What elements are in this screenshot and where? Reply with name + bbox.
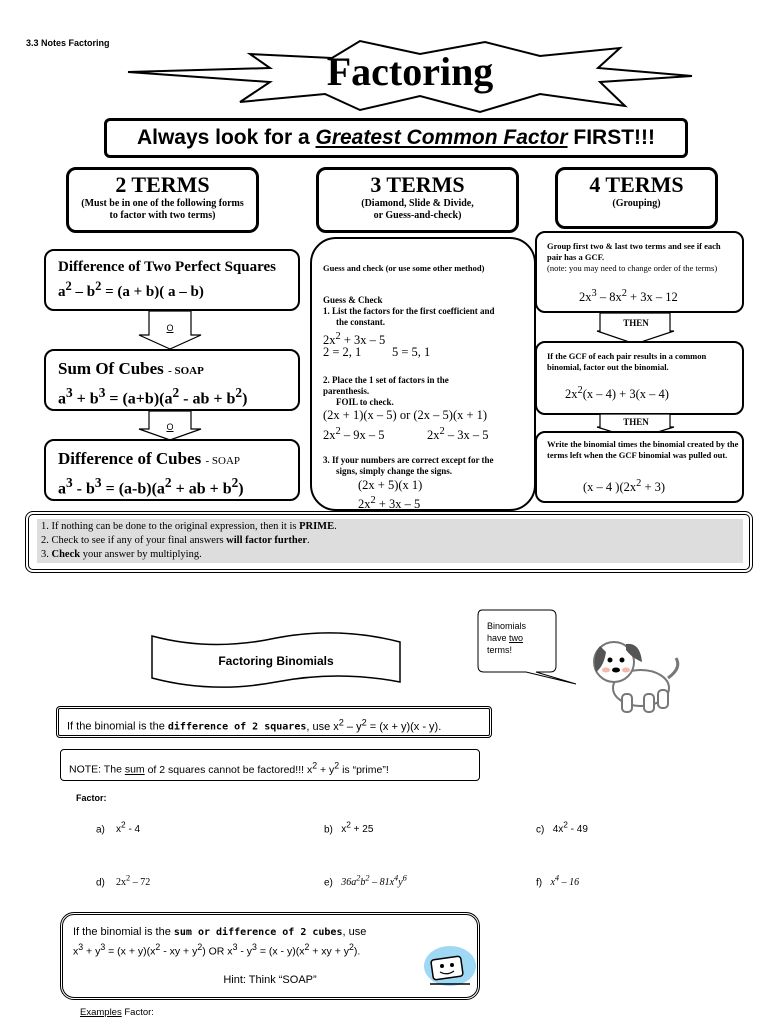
- note-rule-post: of 2 squares cannot be factored!!! $x^2 + y^2$ is “prime”!: [144, 760, 389, 776]
- dos-rule-pre: If the binomial is the: [67, 720, 168, 733]
- factor-label: Factor:: [76, 793, 107, 803]
- gc-step1: 1. List the factors for the first coefficient and: [323, 306, 495, 316]
- checklist-3-pre: 3.: [41, 549, 52, 560]
- three-terms-intro: Guess and check (or use some other method): [323, 263, 485, 273]
- speech-line-3: terms!: [487, 645, 513, 655]
- dos-rule-post: , use $x^2 - y^2 = (x + y)(x - y)$.: [306, 717, 442, 733]
- problem-a-expr: $x^2 - 4$: [116, 820, 141, 836]
- gc-step3b: signs, simply change the signs.: [336, 466, 453, 476]
- doc-formula: $a^3 - b^3 = (a-b)(a^2$ + ab + $b^2$): [58, 475, 244, 498]
- dps-title: Difference of Two Perfect Squares: [58, 259, 276, 275]
- problem-a-label: a): [96, 824, 105, 836]
- gc-step3: 3. If your numbers are correct except for the: [323, 455, 494, 465]
- gcf-emphasis: Greatest Common Factor: [315, 126, 568, 149]
- soap-illustration: [422, 944, 478, 994]
- examples-ul: Examples: [80, 1007, 122, 1018]
- gc-final-eq: $2x^2 + 3x - 5$: [358, 495, 421, 512]
- header-3-terms: [316, 167, 519, 233]
- header-2-terms-sub1: (Must be in one of the following forms: [81, 198, 244, 209]
- gc-final: (2x + 5)(x 1): [358, 478, 423, 492]
- gc-factors-a: 2 = 2, 1: [323, 345, 362, 359]
- header-3-terms-sub2: or Guess-and-check): [373, 210, 462, 221]
- dps-box: [44, 249, 300, 311]
- problem-c-label: c): [536, 824, 545, 836]
- three-terms-box: [310, 237, 536, 511]
- dos-rule-box: [56, 706, 492, 738]
- checklist-1-pre: 1. If nothing can be done to the original expression, then it is: [41, 521, 300, 532]
- page-title: Factoring: [326, 49, 494, 94]
- note-rule-ul: sum: [124, 763, 145, 776]
- then-label-1: THEN: [623, 318, 649, 328]
- checklist-3-post: your answer by multiplying.: [80, 549, 202, 560]
- speech-line-2: [487, 632, 526, 644]
- header-3-terms-title: 3 TERMS: [370, 172, 465, 197]
- cubes-rule-line1: [73, 925, 366, 940]
- checklist-1-post: .: [334, 521, 337, 532]
- header-3-terms-sub1: (Diamond, Slide & Divide,: [361, 198, 474, 209]
- header-2-terms: [66, 167, 259, 233]
- gc-step2b: parenthesis.: [323, 386, 370, 396]
- grouping-step3-box: [535, 431, 744, 503]
- grouping-note: (note: you may need to change order of the terms): [547, 263, 718, 273]
- problem-c: [536, 820, 588, 835]
- problem-e-label: e): [324, 877, 333, 889]
- scroll-title: Factoring Binomials: [218, 654, 334, 668]
- problem-b-expr: $x^2 + 25$: [341, 820, 374, 836]
- gc-step2c: FOIL to check.: [336, 397, 394, 407]
- note-rule-box: [60, 749, 480, 781]
- cubes-rule-bold: sum or difference of 2 cubes: [173, 927, 343, 938]
- header-2-terms-title: 2 TERMS: [115, 172, 210, 197]
- checklist-box: [25, 511, 753, 573]
- doc-title: Difference of Cubes: [58, 449, 202, 468]
- grouping-step1-box: [535, 231, 744, 313]
- doc-title-row: [58, 449, 298, 471]
- gcf-prefix: Always look for a: [136, 126, 316, 149]
- grouping-eq3: (x – 4 )$(2x^2 + 3)$: [583, 478, 666, 495]
- speech-line-2a: have: [487, 633, 510, 643]
- or-label-2: O: [166, 422, 174, 432]
- checklist-2-pre: 2. Check to see if any of your final answers: [41, 535, 227, 546]
- cubes-rule-box: [60, 912, 480, 1000]
- problem-d-expr: $2x^2 - 72$: [116, 874, 151, 889]
- grouping-step2: If the GCF of each pair results in a common binomial, factor out the binomial.: [547, 351, 707, 372]
- page-label: 3.3 Notes Factoring: [26, 38, 110, 48]
- doc-soap: - SOAP: [205, 455, 241, 467]
- header-4-terms: [555, 167, 718, 229]
- problem-d: [96, 874, 150, 888]
- soc-formula: $a^3 + b^3 = (a+b)(a^2$ - ab + $b^2$): [58, 385, 248, 408]
- problem-f-expr: $x^4 - 16$: [550, 874, 580, 889]
- note-rule-pre: NOTE: The: [69, 763, 125, 776]
- checklist-item-3: [41, 548, 337, 562]
- cubes-rule-post: , use: [342, 926, 367, 938]
- problem-b-label: b): [324, 824, 333, 836]
- problem-d-label: d): [96, 877, 105, 889]
- problem-a: [96, 820, 140, 835]
- cubes-rule-pre: If the binomial is the: [73, 926, 174, 938]
- speech-bubble-text: [487, 620, 526, 656]
- checklist-item-2: [41, 534, 337, 548]
- problem-e-expr: $36a^2b^2 - 81x^4y^6$: [341, 874, 407, 889]
- grouping-eq2: $2x^2(x - 4) + 3(x - 4)$: [565, 385, 669, 402]
- checklist-2-bold: will factor further: [226, 535, 308, 546]
- dos-rule-bold: difference of 2 squares: [167, 721, 307, 733]
- gc-step2: 2. Place the 1 set of factors in the: [323, 375, 449, 385]
- grouping-step1: Group first two & last two terms and see if each pair has a GCF.: [547, 241, 721, 262]
- dog-illustration: [586, 628, 686, 718]
- cubes-rule-hint: Hint: Think “SOAP”: [223, 974, 317, 986]
- grouping-step2-box: [535, 341, 744, 415]
- gc-step1b: the constant.: [336, 317, 385, 327]
- examples-post: Factor:: [121, 1007, 154, 1018]
- checklist-list: [41, 520, 337, 562]
- soc-title-row: [58, 359, 298, 381]
- problem-c-expr: $4x^2 - 49$: [552, 820, 588, 836]
- soc-box: [44, 349, 300, 411]
- dps-formula: $a^2 - b^2 = (a + b)$( a – b): [58, 279, 204, 300]
- checklist-item-1: [41, 520, 337, 534]
- header-4-terms-title: 4 TERMS: [589, 172, 684, 197]
- speech-line-2b: two: [509, 633, 524, 643]
- or-label-1: O: [166, 323, 174, 333]
- problem-f: [536, 874, 579, 888]
- gc-eq1: $2x^2 + 3x - 5$: [323, 331, 386, 348]
- grouping-eq1: $2x^3 - 8x^2 + 3x - 12$: [579, 288, 678, 305]
- gc-factors-b: 5 = 5, 1: [392, 345, 431, 359]
- soc-title: Sum Of Cubes: [58, 359, 164, 378]
- checklist-3-bold: Check: [51, 549, 81, 560]
- doc-box: [44, 439, 300, 501]
- checklist-2-post: .: [307, 535, 310, 546]
- gcf-banner: [104, 118, 688, 158]
- speech-line-1: Binomials: [487, 621, 527, 631]
- header-2-terms-sub2: to factor with two terms): [109, 210, 216, 221]
- header-4-terms-sub1: (Grouping): [612, 198, 661, 209]
- then-label-2: THEN: [623, 417, 649, 427]
- problem-b: [324, 820, 373, 835]
- examples-label: [80, 1007, 154, 1018]
- soc-soap: - SOAP: [168, 365, 204, 377]
- gc-try1b: $2x^2 - 3x - 5$: [427, 426, 489, 443]
- cubes-rule-formula: $x^3 + y^3 = (x + y)(x^2$ - xy + $y^2$) OR $x^3 - y^3 = (x - y)(x^2$ + xy + $y^2$).: [73, 942, 361, 958]
- gc-title: Guess & Check: [323, 295, 383, 305]
- checklist-1-bold: PRIME: [299, 521, 335, 532]
- problem-e: [324, 874, 407, 888]
- grouping-step3: Write the binomial times the binomial created by the terms left when the GCF binomial was pulled out.: [547, 439, 739, 460]
- gc-try1: (2x + 1)(x – 5) or (2x – 5)(x + 1): [323, 408, 488, 422]
- gc-try1a: $2x^2 - 9x - 5$: [323, 426, 385, 443]
- gcf-suffix: FIRST!!!: [567, 126, 656, 149]
- problem-f-label: f): [536, 877, 543, 889]
